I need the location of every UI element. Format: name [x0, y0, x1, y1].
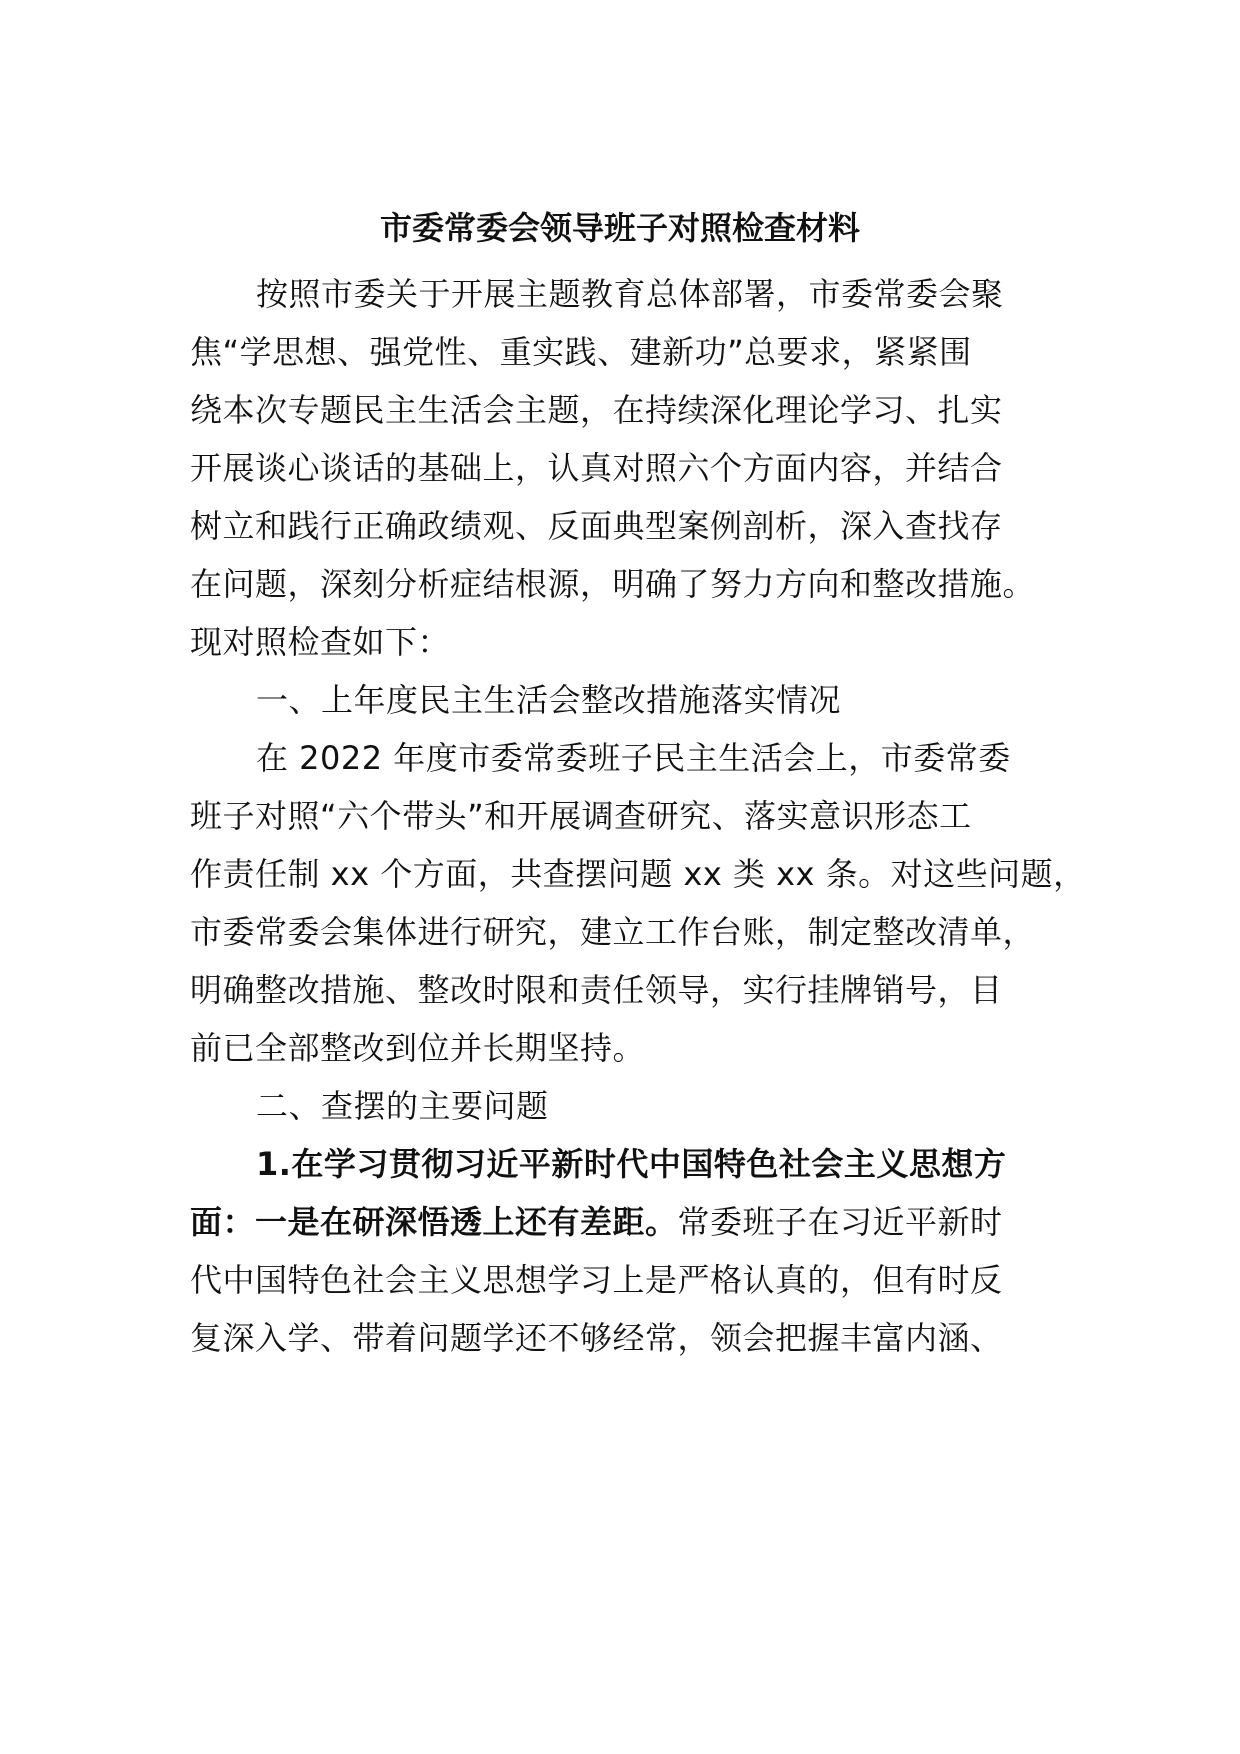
paragraph-line: 绕本次专题民主生活会主题，在持续深化理论学习、扎实	[190, 391, 1003, 429]
item-subheading: 面：一是在研深悟透上还有差距。	[190, 1203, 678, 1241]
section-heading: 二、查摆的主要问题	[256, 1087, 549, 1125]
paragraph-line	[190, 1200, 1003, 1244]
paragraph-line: 焦“学思想、强党性、重实践、建新功”总要求，紧紧围	[190, 333, 972, 371]
paragraph-line: 代中国特色社会主义思想学习上是严格认真的，但有时反	[190, 1261, 1003, 1299]
paragraph-line: 作责任制 xx 个方面，共查摆问题 xx 类 xx 条。对这些问题，	[190, 855, 1086, 893]
paragraph-line: 班子对照“六个带头”和开展调查研究、落实意识形态工	[190, 797, 972, 835]
document-title: 市委常委会领导班子对照检查材料	[379, 209, 860, 247]
paragraph-line: 市委常委会集体进行研究，建立工作台账，制定整改清单，	[190, 913, 1036, 951]
paragraph-line: 开展谈心谈话的基础上，认真对照六个方面内容，并结合	[190, 449, 1003, 487]
paragraph-line: 现对照检查如下：	[190, 623, 451, 661]
section-heading: 一、上年度民主生活会整改措施落实情况	[256, 681, 842, 719]
paragraph-line: 在 2022 年度市委常委班子民主生活会上，市委常委	[256, 739, 1011, 777]
paragraph-text: 常委班子在习近平新时	[677, 1203, 1003, 1241]
item-heading: 1.在学习贯彻习近平新时代中国特色社会主义思想方	[256, 1145, 1007, 1183]
paragraph-line: 在问题，深刻分析症结根源，明确了努力方向和整改措施。	[190, 565, 1036, 603]
paragraph-line: 树立和践行正确政绩观、反面典型案例剖析，深入查找存	[190, 507, 1003, 545]
paragraph-line: 按照市委关于开展主题教育总体部署，市委常委会聚	[256, 275, 1004, 313]
paragraph-line: 前已全部整改到位并长期坚持。	[190, 1029, 646, 1067]
paragraph-line: 明确整改措施、整改时限和责任领导，实行挂牌销号，目	[190, 971, 1003, 1009]
paragraph-line: 复深入学、带着问题学还不够经常，领会把握丰富内涵、	[190, 1319, 1003, 1357]
